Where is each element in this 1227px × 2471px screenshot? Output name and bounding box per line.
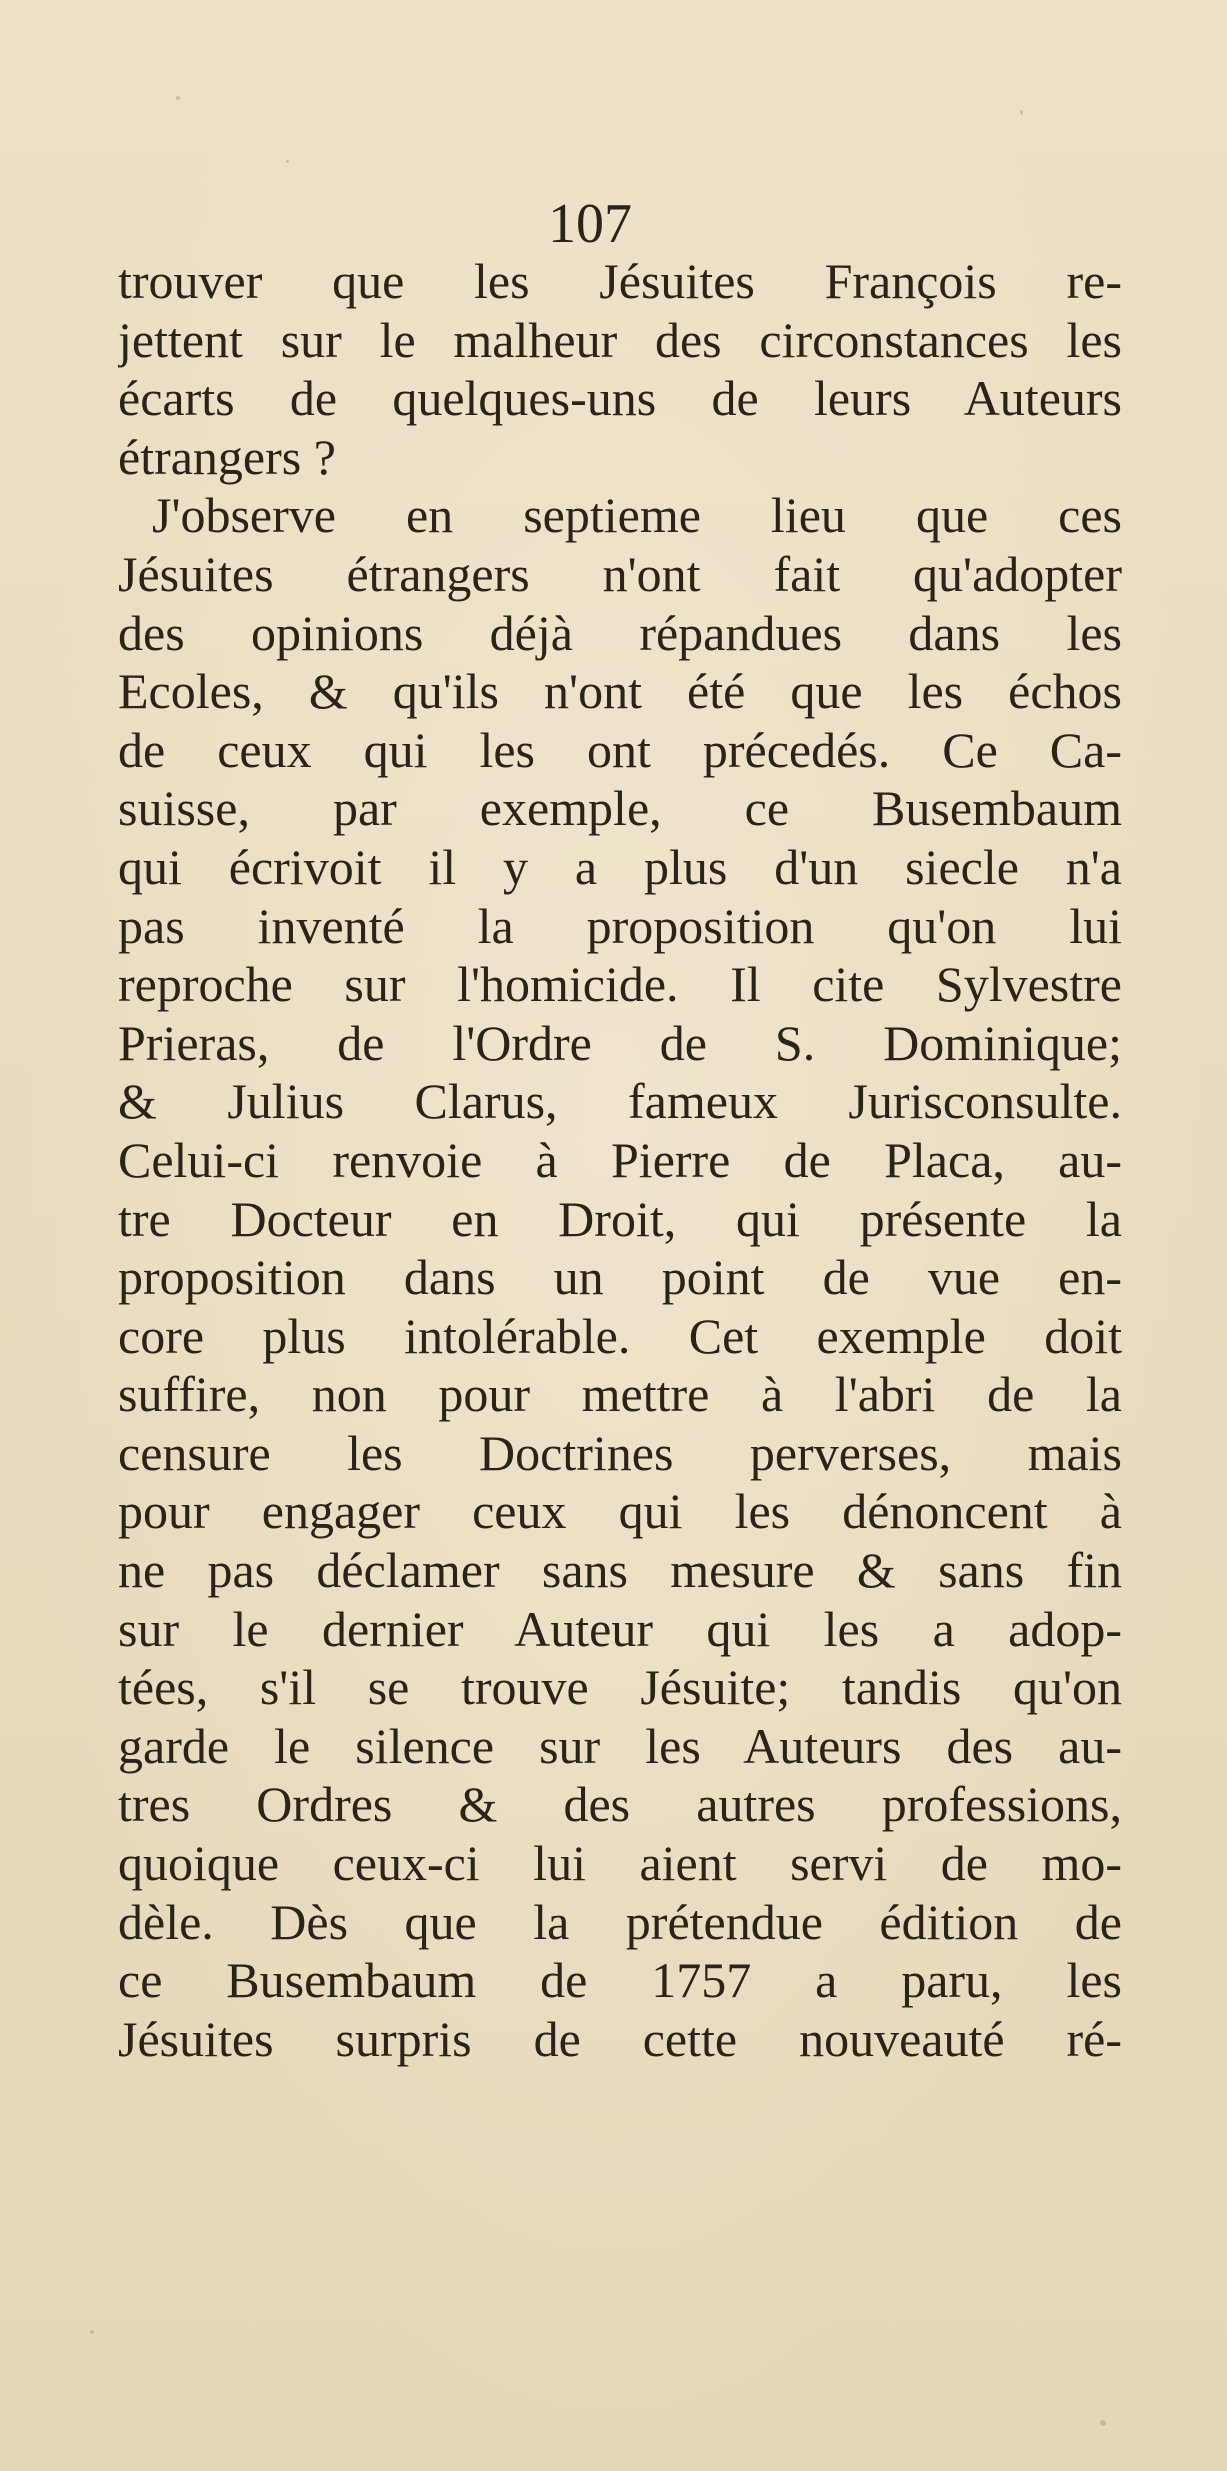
text-line: suffire, non pour mettre à l'abri de la xyxy=(118,1366,1122,1423)
text-line: écarts de quelques-uns de leurs Auteurs xyxy=(118,370,1122,427)
text-line: des opinions déjà répandues dans les xyxy=(118,604,1122,661)
text-line: tre Docteur en Droit, qui présente la xyxy=(118,1190,1122,1247)
text-line: quoique ceux-ci lui aient servi de mo- xyxy=(118,1835,1122,1892)
text-line: censure les Doctrines perverses, mais xyxy=(118,1424,1122,1481)
text-line: de ceux qui les ont précedés. Ce Ca- xyxy=(118,721,1122,778)
text-line: sur le dernier Auteur qui les a adop- xyxy=(118,1600,1122,1657)
text-line: Jésuites surpris de cette nouveauté ré- xyxy=(118,2010,1122,2067)
text-line: ne pas déclamer sans mesure & sans fin xyxy=(118,1542,1122,1599)
text-line: garde le silence sur les Auteurs des au- xyxy=(118,1717,1122,1774)
paper-speck xyxy=(90,2330,94,2334)
text-line: reproche sur l'homicide. Il cite Sylvestre xyxy=(118,956,1122,1013)
paper-speck xyxy=(1020,110,1023,115)
text-line: & Julius Clarus, fameux Jurisconsulte. xyxy=(118,1073,1122,1130)
paper-speck xyxy=(1100,2420,1106,2426)
text-line: ce Busembaum de 1757 a paru, les xyxy=(118,1952,1122,2009)
text-line: jettent sur le malheur des circonstances les xyxy=(118,311,1122,368)
text-line: core plus intolérable. Cet exemple doit xyxy=(118,1307,1122,1364)
body-text xyxy=(118,252,1122,2068)
text-line: suisse, par exemple, ce Busembaum xyxy=(118,780,1122,837)
text-line: Jésuites étrangers n'ont fait qu'adopter xyxy=(118,545,1122,602)
text-line: dèle. Dès que la prétendue édition de xyxy=(118,1893,1122,1950)
text-line: proposition dans un point de vue en- xyxy=(118,1249,1122,1306)
paper-speck xyxy=(286,160,289,163)
text-line: Ecoles, & qu'ils n'ont été que les échos xyxy=(118,663,1122,720)
text-line: J'observe en septieme lieu que ces xyxy=(152,487,1122,544)
text-line: Celui-ci renvoie à Pierre de Placa, au- xyxy=(118,1131,1122,1188)
text-line: trouver que les Jésuites François re- xyxy=(118,253,1122,309)
text-line: tées, s'il se trouve Jésuite; tandis qu'on xyxy=(118,1659,1122,1716)
text-line: étrangers ? xyxy=(118,428,336,485)
text-line: pour engager ceux qui les dénoncent à xyxy=(118,1483,1122,1540)
text-line: tres Ordres & des autres professions, xyxy=(118,1776,1122,1833)
page-number: 107 xyxy=(548,193,632,255)
paper-speck xyxy=(176,96,180,100)
text-line: Prieras, de l'Ordre de S. Dominique; xyxy=(118,1014,1122,1071)
text-line: pas inventé la proposition qu'on lui xyxy=(118,897,1122,954)
text-line: qui écrivoit il y a plus d'un siecle n'a xyxy=(118,838,1122,895)
